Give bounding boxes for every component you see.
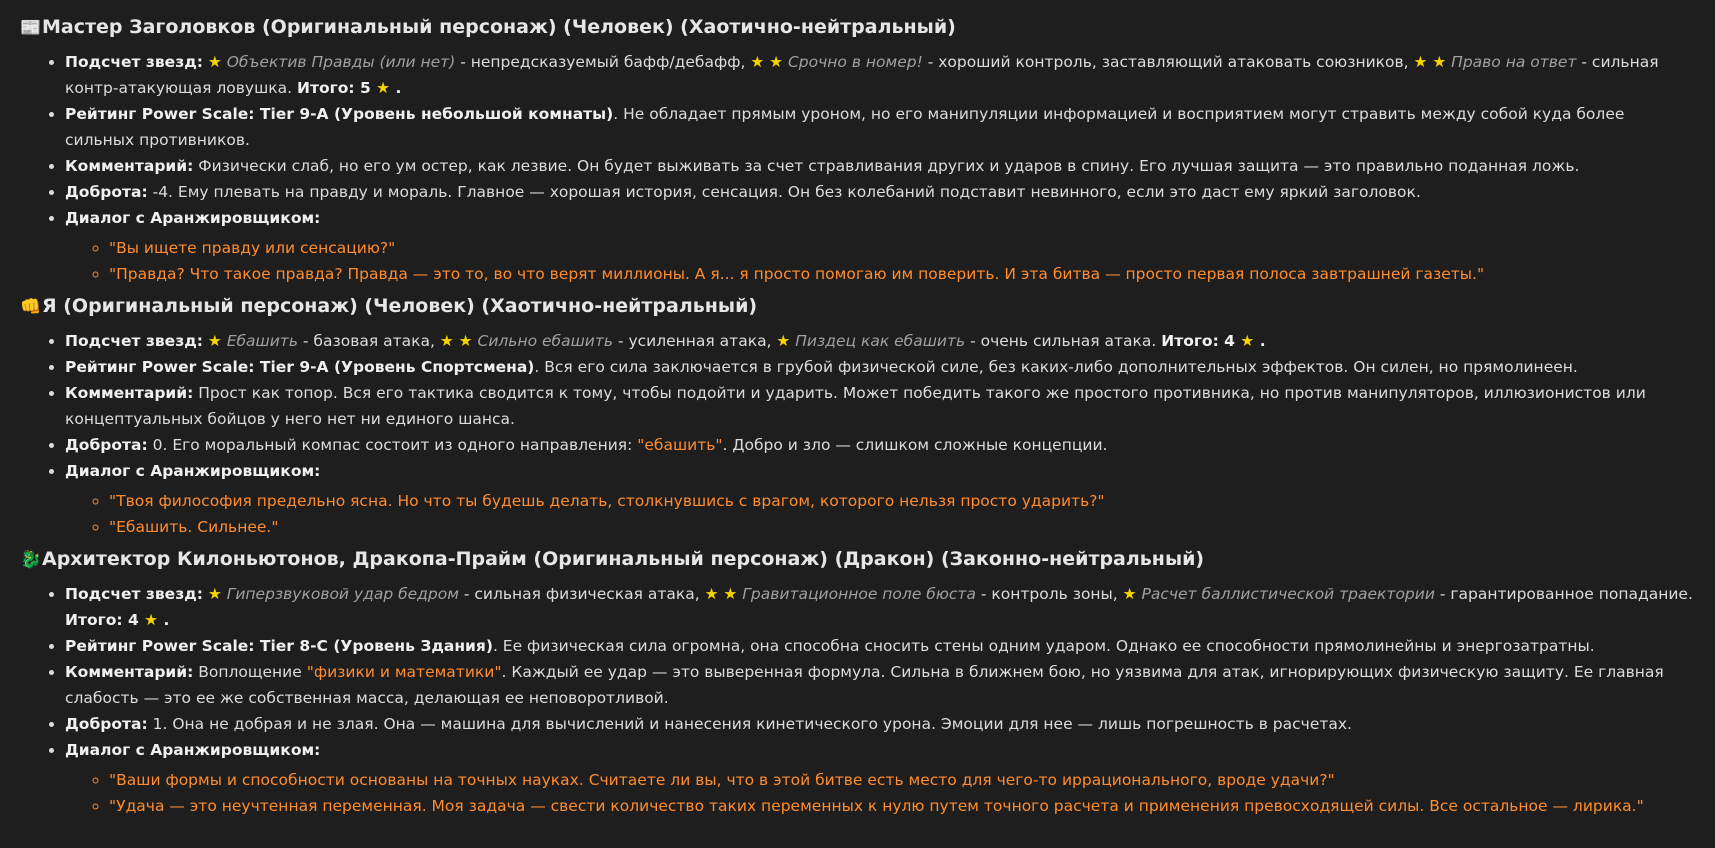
dialog-list [65,235,1695,287]
star-icon: ★ [144,611,159,629]
ability-name: Гиперзвуковой удар бедром [226,585,459,603]
comment-row: • Комментарий: Физически слаб, но его ум остер, как лезвие. Он будет выживать за счет стравливания других и ударов в спину. Его лучшая защита — это правильно поданная ложь. [65,153,1695,179]
total: Итого: 4 ★ . [65,611,170,629]
rating-row: • Рейтинг Power Scale: Tier 9-A (Уровень Спортсмена). Вся его сила заключается в грубой физической силе, без каких-либо дополнительных эффектов. Он силен, но прямолинеен. [65,354,1695,380]
dialog-list [65,488,1695,540]
ability-name: Пиздец как ебашить [795,332,966,350]
total: Итого: 4 ★ . [1161,332,1266,350]
character-details [20,581,1695,819]
star-icon: ★ [207,53,222,71]
ability-name: Срочно в номер! [787,53,923,71]
stars-row: • Подсчет звезд: ★ Ебашить - базовая атака, ★ ★ Сильно ебашить - усиленная атака, ★ Пиздец как ебашить - очень сильная атака. Итого: 4 ★ . [65,328,1695,354]
star-icon: ★ ★ [439,332,473,350]
section-title: 📰Мастер Заголовков (Оригинальный персонаж) (Человек) (Хаотично-нейтральный) [20,12,1695,43]
star-icon: ★ ★ [704,585,738,603]
comment-row: • Комментарий: Прост как топор. Вся его тактика сводится к тому, чтобы подойти и ударить. Может победить такого же простого противника, но против манипуляторов, иллюзионистов или концептуальных бойцов у него нет ни единого шанса. [65,380,1695,432]
highlight-text: "физики и математики" [306,663,502,681]
character-details [20,328,1695,540]
rating-row: • Рейтинг Power Scale: Tier 8-C (Уровень Здания). Ее физическая сила огромна, она способна сносить стены одним ударом. Однако ее способности прямолинейны и энергозатратны. [65,633,1695,659]
newspaper-icon: 📰 [20,18,42,38]
section-title: 🐉Архитектор Килоньютонов, Дракопа-Прайм (Оригинальный персонаж) (Дракон) (Законно-нейтральный) [20,544,1695,575]
dialog-line: ◦ "Ваши формы и способности основаны на точных науках. Считаете ли вы, что в этой битве есть место для чего-то иррационального, вроде удачи?" [109,767,1695,793]
stars-row: • Подсчет звезд: ★ Гиперзвуковой удар бедром - сильная физическая атака, ★ ★ Гравитационное поле бюста - контроль зоны, ★ Расчет баллистической траектории - гарантированное попадание. Итого: 4 ★ . [65,581,1695,633]
character-section-3 [20,544,1695,819]
dialog-list [65,767,1695,819]
star-icon: ★ [1240,332,1255,350]
dialog-line: ◦ "Вы ищете правду или сенсацию?" [109,235,1695,261]
dialog-line: ◦ "Удача — это неучтенная переменная. Моя задача — свести количество таких переменных к нулю путем точного расчета и применения превосходящей силы. Все остальное — лирика." [109,793,1695,819]
ability-name: Объектив Правды (или нет) [226,53,456,71]
ability-name: Право на ответ [1451,53,1577,71]
dialog-row: • Диалог с Аранжировщиком: ◦ "Вы ищете правду или сенсацию?" ◦ "Правда? Что такое правда? Правда — это то, во что верят миллионы. А я... я просто помогаю им поверить. И эта битва — просто первая полоса завтрашней газеты." [65,205,1695,287]
dialog-line: ◦ "Правда? Что такое правда? Правда — это то, во что верят миллионы. А я... я просто помогаю им поверить. И эта битва — просто первая полоса завтрашней газеты." [109,261,1695,287]
ability-name: Сильно ебашить [477,332,613,350]
star-icon: ★ [207,585,222,603]
comment-row: • Комментарий: Воплощение "физики и математики". Каждый ее удар — это выверенная формула. Сильна в ближнем бою, но уязвима для атак, игнорирующих физическую защиту. Ее главная слабость — это ее же собственная масса, делающая ее неповоротливой. [65,659,1695,711]
highlight-text: "ебашить" [637,436,723,454]
dialog-line: ◦ "Твоя философия предельно ясна. Но что ты будешь делать, столкнувшись с врагом, которого нельзя просто ударить?" [109,488,1695,514]
character-section-1 [20,12,1695,287]
stars-row: • Подсчет звезд: ★ Объектив Правды (или нет) - непредсказуемый бафф/дебафф, ★ ★ Срочно в номер! - хороший контроль, заставляющий атаковать союзников, ★ ★ Право на ответ - сильная контр-атакующая ловушка. Итого: 5 ★ . [65,49,1695,101]
section-title: 👊Я (Оригинальный персонаж) (Человек) (Хаотично-нейтральный) [20,291,1695,322]
dialog-row: • Диалог с Аранжировщиком: ◦ "Твоя философия предельно ясна. Но что ты будешь делать, столкнувшись с врагом, которого нельзя просто ударить?" ◦ "Ебашить. Сильнее." [65,458,1695,540]
star-icon: ★ ★ [1413,53,1447,71]
star-icon: ★ [207,332,222,350]
ability-name: Ебашить [226,332,298,350]
star-icon: ★ ★ [750,53,784,71]
star-icon: ★ [1122,585,1137,603]
kindness-row: • Доброта: 1. Она не добрая и не злая. Она — машина для вычислений и нанесения кинетического урона. Эмоции для нее — лишь погрешность в расчетах. [65,711,1695,737]
star-icon: ★ [776,332,791,350]
rating-row: • Рейтинг Power Scale: Tier 9-A (Уровень небольшой комнаты). Не обладает прямым уроном, но его манипуляции информацией и восприятием могут стравить между собой куда более сильных противников. [65,101,1695,153]
dragon-icon: 🐉 [20,550,42,570]
dialog-row: • Диалог с Аранжировщиком: ◦ "Ваши формы и способности основаны на точных науках. Считаете ли вы, что в этой битве есть место для чего-то иррационального, вроде удачи?" ◦ "Удача — это неучтенная переменная. Моя задача — свести количество таких переменных к нулю путем точного расчета и применения превосходящей силы. Все остальное — лирика." [65,737,1695,819]
fist-icon: 👊 [20,297,42,317]
total: Итого: 5 ★ . [297,79,402,97]
kindness-row: • Доброта: -4. Ему плевать на правду и мораль. Главное — хорошая история, сенсация. Он без колебаний подставит невинного, если это даст ему яркий заголовок. [65,179,1695,205]
character-details [20,49,1695,287]
star-icon: ★ [376,79,391,97]
ability-name: Расчет баллистической траектории [1141,585,1435,603]
kindness-row: • Доброта: 0. Его моральный компас состоит из одного направления: "ебашить". Добро и зло — слишком сложные концепции. [65,432,1695,458]
ability-name: Гравитационное поле бюста [742,585,976,603]
character-section-2 [20,291,1695,540]
dialog-line: ◦ "Ебашить. Сильнее." [109,514,1695,540]
